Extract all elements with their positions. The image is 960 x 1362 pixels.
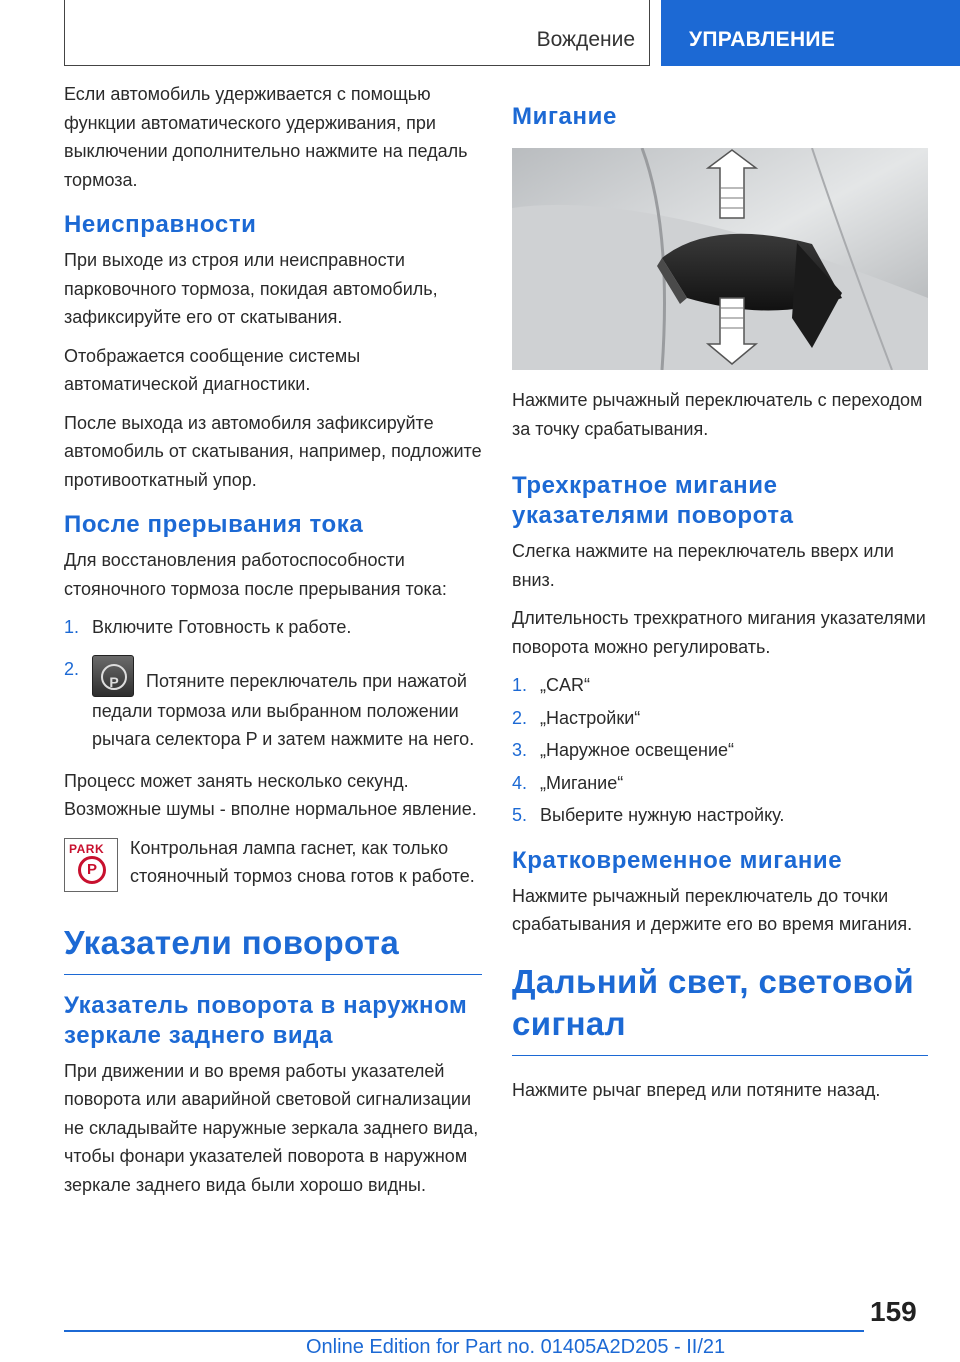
- p-letter: P: [86, 860, 97, 878]
- power-p1: Для восстановления работоспособности стояночного тормоза после прерывания тока:: [64, 550, 447, 599]
- p-letter: P: [109, 673, 119, 690]
- mirror-signal-p1: При движении и во время работы указателей поворота или аварийной световой сигнализации не складывайте наружные зеркала заднего вида, чтобы фонари указателей поворота в наружном зеркале заднего вида были хорошо видны.: [64, 1060, 479, 1195]
- step-text: „Настройки“: [540, 707, 641, 728]
- triple-p2: Длительность трехкратного мигания указателями поворота можно регулировать.: [512, 608, 926, 657]
- list-item: [512, 801, 928, 830]
- step-number: 2.: [64, 658, 80, 679]
- intro-paragraph: Если автомобиль удерживается с помощью функции автоматического удерживания, при выключении дополнительно нажмите на педаль тормоза.: [64, 84, 468, 190]
- right-column: [512, 80, 928, 1114]
- malfunction-p3: После выхода из автомобиля зафиксируйте автомобиль от скатывания, например, подложите противооткатный упор.: [64, 412, 482, 490]
- step-text: Потяните переключатель при нажатой педали тормоза или выбранном положении рычага селектора P и затем нажмите на него.: [92, 670, 475, 749]
- mirror-signal-heading: Указатель поворота в наружном зеркале заднего вида: [64, 991, 468, 1049]
- footer-divider: [64, 1330, 864, 1332]
- page-header: [0, 0, 960, 66]
- list-item: [512, 769, 928, 798]
- step-number: 5.: [512, 805, 528, 825]
- high-beam-p1: Нажмите рычаг вперед или потяните назад.: [512, 1079, 881, 1100]
- step-number: 1.: [512, 675, 528, 695]
- note-text: Контрольная лампа гаснет, как только стояночный тормоз снова готов к работе.: [130, 837, 475, 886]
- park-lamp-note: [64, 834, 482, 894]
- left-column: [64, 80, 482, 1209]
- step-number: 3.: [512, 740, 528, 760]
- page-number: 159: [870, 1296, 917, 1327]
- step-text: „Наружное освещение“: [540, 740, 735, 760]
- step-text: „CAR“: [540, 675, 590, 695]
- short-blink-heading: Кратковременное мигание: [512, 846, 843, 874]
- step-text: Выберите нужную настройку.: [540, 805, 785, 825]
- park-label: PARK: [69, 841, 105, 856]
- chapter-tab: [661, 0, 960, 66]
- step-number: 2.: [512, 707, 528, 728]
- list-item: [512, 736, 928, 765]
- malfunction-heading: Неисправности: [64, 211, 257, 238]
- list-item: [64, 655, 482, 754]
- step-number: 4.: [512, 772, 528, 793]
- triple-steps: [512, 671, 928, 830]
- parking-brake-button-icon: [92, 655, 134, 697]
- malfunction-p1: При выходе из строя или неисправности парковочного тормоза, покидая автомобиль, зафиксируйте его от скатывания.: [64, 250, 438, 327]
- step-text: Включите Готовность к работе.: [92, 617, 352, 637]
- power-steps: [64, 613, 482, 754]
- blink-heading: Мигание: [512, 103, 617, 130]
- turn-signals-heading: Указатели поворота: [64, 922, 482, 975]
- triple-p1: Слегка нажмите на переключатель вверх или вниз.: [512, 541, 894, 590]
- chapter-label: УПРАВЛЕНИЕ: [689, 28, 836, 51]
- power-p2: Процесс может занять несколько секунд. Возможные шумы - вполне нормальное явление.: [64, 770, 477, 819]
- power-heading: После прерывания тока: [64, 511, 364, 538]
- park-warning-lamp-icon: [64, 838, 118, 892]
- section-tab: [64, 0, 650, 66]
- list-item: [512, 704, 928, 733]
- malfunction-p2: Отображается сообщение системы автоматической диагностики.: [64, 345, 361, 394]
- list-item: [64, 613, 482, 642]
- step-text: „Мигание“: [540, 772, 624, 793]
- blink-caption: Нажмите рычажный переключатель с переходом за точку срабатывания.: [512, 390, 923, 439]
- short-p1: Нажмите рычажный переключатель до точки срабатывания и держите его во время мигания.: [512, 885, 913, 934]
- section-label: Вождение: [536, 28, 635, 51]
- turn-lever-photo: [512, 148, 928, 370]
- step-number: 1.: [64, 617, 80, 637]
- high-beam-heading: Дальний свет, световой сигнал: [512, 961, 928, 1056]
- list-item: [512, 671, 928, 700]
- edition-text: Online Edition for Part no. 01405A2D205 - II/21: [306, 1336, 726, 1358]
- triple-blink-heading: Трехкратное мигание указателями поворота: [512, 472, 794, 529]
